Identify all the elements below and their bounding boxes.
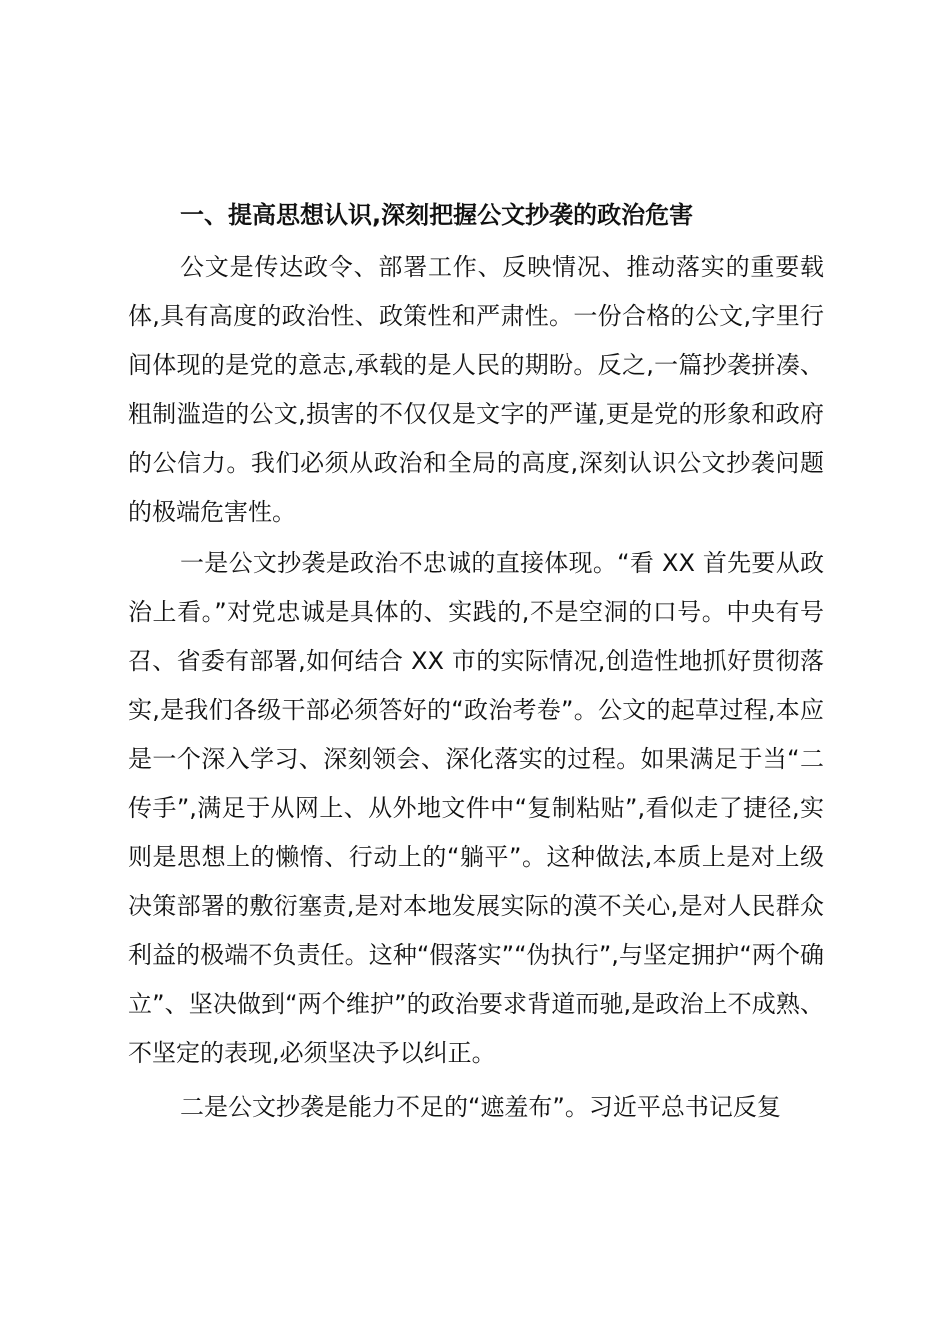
section-heading: 一、提高思想认识,深刻把握公文抄袭的政治危害 [180, 201, 694, 229]
paragraph-point-two: 二是公文抄袭是能力不足的“遮羞布”。习近平总书记反复 [180, 1093, 781, 1121]
paragraph-point-one: 一是公文抄袭是政治不忠诚的直接体现。“看 XX 首先要从政治上看。”对党忠诚是具体的、实践的,不是空洞的口号。中央有号召、省委有部署,如何结合 XX 市的实际情况,创造性地抓好贯彻落实,是我们各级干部必须答好的“政治考卷”。公文的起草过程,本应是一个深入学习、深刻领会、深化落实的过程。如果满足于当“二传手”,满足于从网上、从外地文件中“复制粘贴”,看似走了捷径,实则是思想上的懒惰、行动上的“躺平”。这种做法,本质上是对上级决策部署的敷衍塞责,是对本地发展实际的漠不关心,是对人民群众利益的极端不负责任。这种“假落实”“伪执行”,与坚定拥护“两个确立”、坚决做到“两个维护”的政治要求背道而驰,是政治上不成熟、不坚定的表现,必须坚决予以纠正。 [128, 549, 824, 1067]
paragraph-intro: 公文是传达政令、部署工作、反映情况、推动落实的重要载体,具有高度的政治性、政策性和严肃性。一份合格的公文,字里行间体现的是党的意志,承载的是人民的期盼。反之,一篇抄袭拼凑、粗制滥造的公文,损害的不仅仅是文字的严谨,更是党的形象和政府的公信力。我们必须从政治和全局的高度,深刻认识公文抄袭问题的极端危害性。 [128, 253, 824, 526]
document-body [128, 195, 824, 1132]
